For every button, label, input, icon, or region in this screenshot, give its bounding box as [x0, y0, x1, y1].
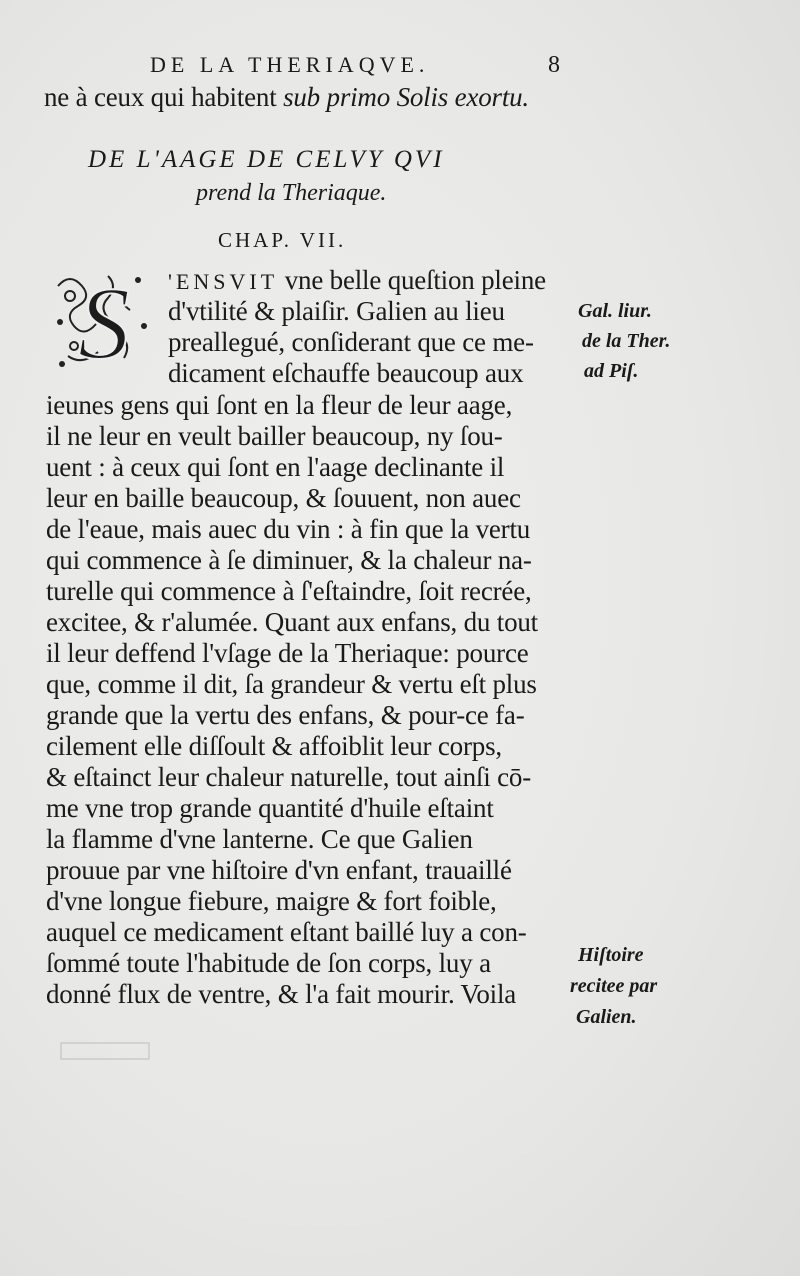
margin-note: de la Ther.: [582, 330, 671, 352]
body-line: turelle qui commence à ſ'eſtaindre, ſoit recrée,: [46, 576, 532, 606]
body-line: uent : à ceux qui ſont en l'aage declinante il: [46, 452, 505, 482]
body-line: leur en baille beaucoup, & ſouuent, non auec: [46, 483, 521, 513]
opening-word: 'ENSVIT: [168, 269, 279, 294]
body-line: il ne leur en veult bailler beaucoup, ny ſou-: [46, 421, 503, 451]
body-line: dicament eſchauffe beaucoup aux: [168, 358, 524, 388]
margin-note: Galien.: [576, 1006, 637, 1028]
body-line: donné flux de ventre, & l'a fait mourir. Voila: [46, 979, 517, 1009]
chapter-number: CHAP. VII.: [218, 228, 347, 252]
ornate-initial-s-icon: [48, 266, 158, 374]
body-line: ieunes gens qui ſont en la fleur de leur aage,: [46, 390, 513, 420]
running-head: DE LA THERIAQVE.: [150, 52, 430, 77]
first-line: [44, 82, 529, 113]
body-line: cilement elle diſſoult & affoiblit leur corps,: [46, 731, 502, 761]
svg-text:S: S: [78, 266, 130, 374]
body-line: grande que la vertu des enfans, & pour-ce fa-: [46, 700, 525, 730]
body-line: me vne trop grande quantité d'huile eſtaint: [46, 793, 494, 823]
margin-note: recitee par: [570, 975, 658, 997]
body-line: il leur deffend l'vſage de la Theriaque: pource: [46, 638, 529, 668]
opening-rest: vne belle queſtion pleine: [278, 265, 546, 295]
body-line: la flamme d'vne lanterne. Ce que Galien: [46, 824, 473, 854]
margin-note: Hiſtoire: [578, 944, 644, 966]
body-line: & eſtainct leur chaleur naturelle, tout ainſi cō-: [46, 762, 531, 792]
chapter-title: DE L'AAGE DE CELVY QVI: [88, 146, 445, 173]
margin-note: Gal. liur.: [578, 300, 652, 322]
body-line: auquel ce medicament eſtant baillé luy a con-: [46, 917, 527, 947]
body-line: ſommé toute l'habitude de ſon corps, luy a: [46, 948, 491, 978]
body-line: excitee, & r'alumée. Quant aux enfans, du tout: [46, 607, 538, 637]
faint-stamp-icon: [60, 1040, 150, 1062]
chapter-subtitle: prend la Theriaque.: [196, 180, 387, 206]
body-line: d'vtilité & plaiſir. Galien au lieu: [168, 296, 505, 326]
body-line: d'vne longue fiebure, maigre & fort foible,: [46, 886, 497, 916]
body-line: qui commence à ſe diminuer, & la chaleur na-: [46, 545, 532, 575]
page-number: 8: [548, 52, 560, 78]
first-line-lead: ne à ceux qui habitent: [44, 82, 284, 112]
body-line-1: [168, 265, 546, 296]
body-line: de l'eaue, mais auec du vin : à fin que la vertu: [46, 514, 531, 544]
body-line: preallegué, conſiderant que ce me-: [168, 327, 534, 357]
first-line-latin: sub primo Solis exortu.: [283, 82, 529, 112]
body-line: prouue par vne hiſtoire d'vn enfant, trauaillé: [46, 855, 512, 885]
margin-note: ad Piſ.: [584, 360, 639, 382]
body-line: que, comme il dit, ſa grandeur & vertu eſt plus: [46, 669, 537, 699]
